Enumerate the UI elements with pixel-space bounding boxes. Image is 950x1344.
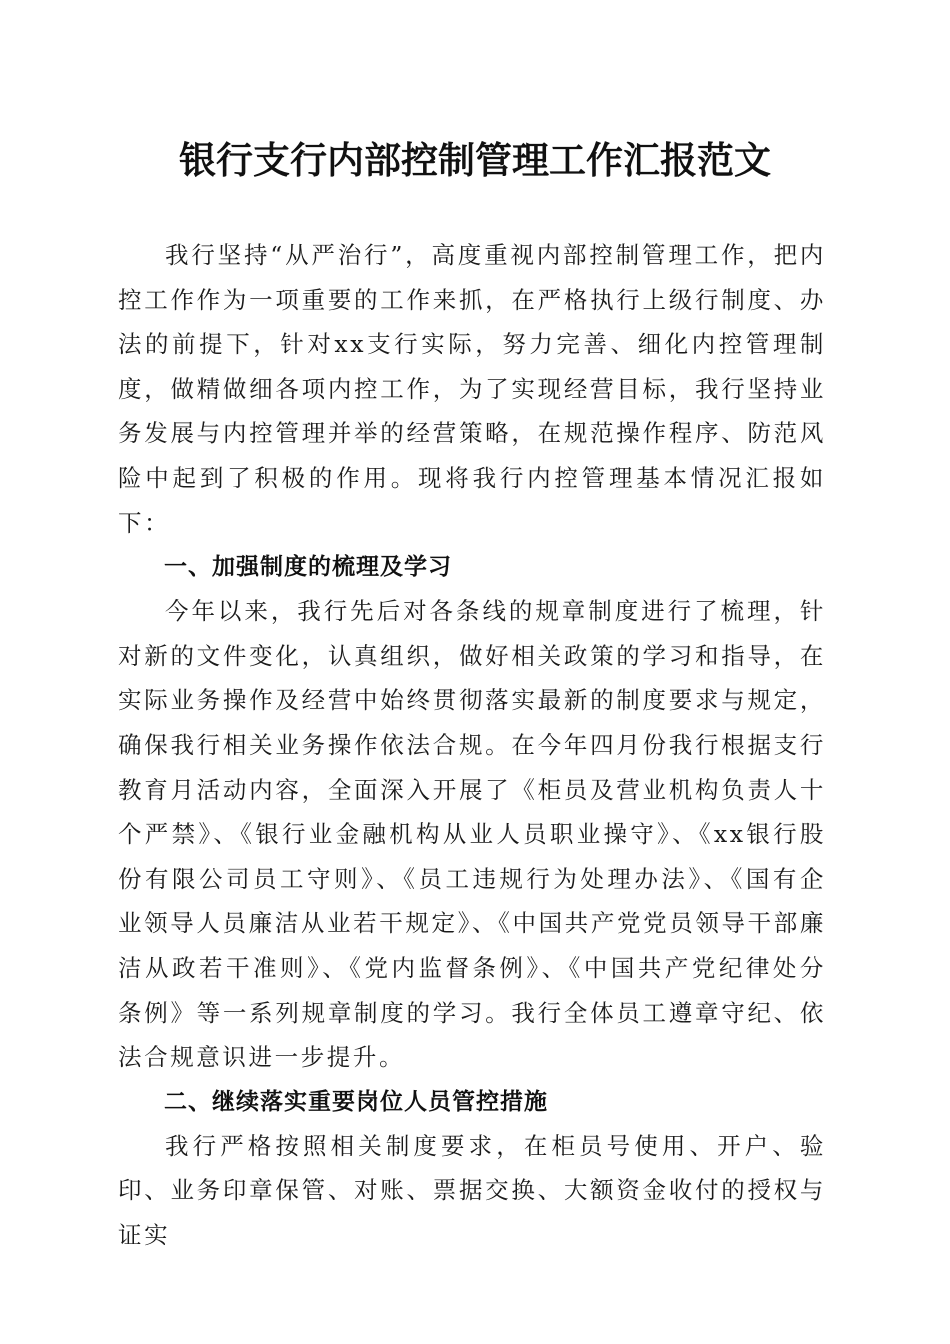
document-body (118, 233, 826, 1257)
section-2-paragraph: 我行严格按照相关制度要求，在柜员号使用、开户、验印、业务印章保管、对账、票据交换、大额资金收付的授权与证实 (118, 1131, 826, 1249)
section-2-heading: 二、继续落实重要岗位人员管控措施 (164, 1088, 548, 1115)
section-1-paragraph: 今年以来，我行先后对各条线的规章制度进行了梳理，针对新的文件变化，认真组织，做好相关政策的学习和指导，在实际业务操作及经营中始终贯彻落实最新的制度要求与规定，确保我行相关业务操作依法合规。在今年四月份我行根据支行教育月活动内容，全面深入开展了《柜员及营业机构负责人十个严禁》、《银行业金融机构从业人员职业操守》、《xx银行股份有限公司员工守则》、《员工违规行为处理办法》、《国有企业领导人员廉洁从业若干规定》、《中国共产党党员领导干部廉洁从政若干准则》、《党内监督条例》、《中国共产党纪律处分条例》等一系列规章制度的学习。我行全体员工遵章守纪、依法合规意识进一步提升。 (118, 597, 826, 1072)
section-1-heading: 一、加强制度的梳理及学习 (164, 554, 452, 581)
document-title: 银行支行内部控制管理工作汇报范文 (179, 138, 771, 182)
intro-paragraph: 我行坚持“从严治行”，高度重视内部控制管理工作，把内控工作作为一项重要的工作来抓，在严格执行上级行制度、办法的前提下，针对xx支行实际，努力完善、细化内控管理制度，做精做细各项内控工作，为了实现经营目标，我行坚持业务发展与内控管理并举的经营策略，在规范操作程序、防范风险中起到了积极的作用。现将我行内控管理基本情况汇报如下： (118, 241, 826, 537)
